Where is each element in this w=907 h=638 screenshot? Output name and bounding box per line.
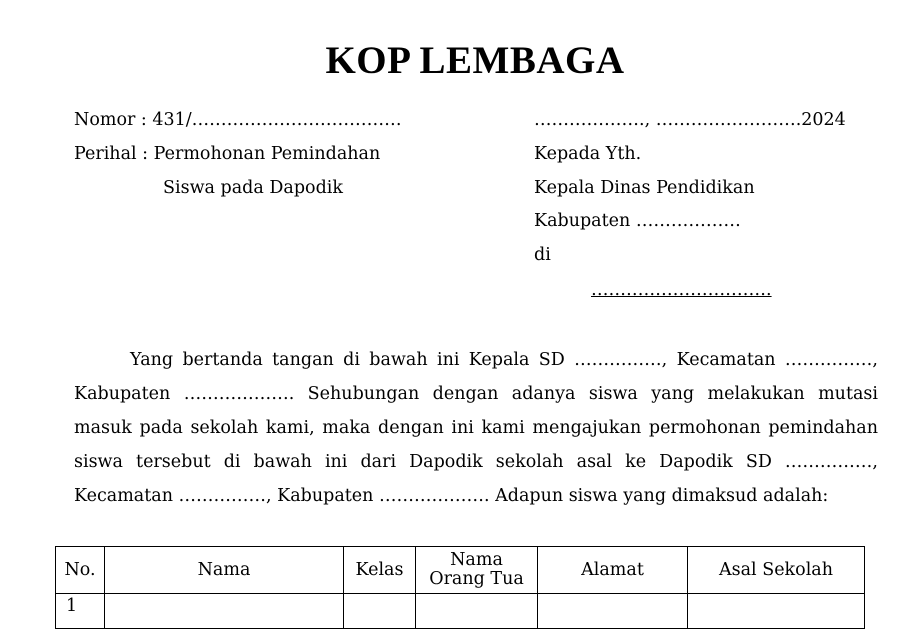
perihal-continuation: Siswa pada Dapodik <box>163 178 343 198</box>
header-kelas: Kelas <box>344 547 416 594</box>
date-line: ………………., …………………….2024 <box>534 110 846 130</box>
addressee-place: …………………………. <box>591 280 772 300</box>
header-asal-sekolah: Asal Sekolah <box>688 547 865 594</box>
perihal-line: Perihal : Permohonan Pemindahan <box>74 144 381 164</box>
cell-alamat <box>538 594 688 629</box>
header-no: No. <box>56 547 105 594</box>
addressee-kepada: Kepada Yth. <box>534 144 642 164</box>
cell-nama <box>105 594 344 629</box>
table-row <box>56 594 865 629</box>
cell-orang-tua <box>416 594 538 629</box>
header-nama: Nama <box>105 547 344 594</box>
cell-kelas <box>344 594 416 629</box>
header-alamat: Alamat <box>538 547 688 594</box>
cell-asal-sekolah <box>688 594 865 629</box>
header-nama-orang-tua-line1: Nama <box>450 550 503 570</box>
header-nama-orang-tua <box>416 547 538 594</box>
addressee-kepala: Kepala Dinas Pendidikan <box>534 178 755 198</box>
addressee-kabupaten: Kabupaten ……………… <box>534 211 741 231</box>
addressee-di: di <box>534 245 551 265</box>
cell-no: 1 <box>56 594 105 629</box>
header-nama-orang-tua-line2: Orang Tua <box>429 569 524 589</box>
student-table <box>55 546 865 629</box>
table-header-row <box>56 547 865 594</box>
letterhead-title: KOP LEMBAGA <box>325 39 625 82</box>
body-paragraph: Yang bertanda tangan di bawah ini Kepala SD ……………, Kecamatan ……………, Kabupaten ………………. Sehubungan dengan adanya siswa yang melakukan mutasi masuk pada sekolah kami, maka dengan ini kami mengajukan permohonan pemindahan siswa tersebut di bawah ini dari Dapodik sekolah asal ke Dapodik SD ……………, Kecamatan ……………, Kabupaten ………………. Adapun siswa yang dimaksud adalah: <box>74 350 878 506</box>
nomor-line: Nomor : 431/……………………………… <box>74 110 402 130</box>
letter-body <box>74 343 878 513</box>
